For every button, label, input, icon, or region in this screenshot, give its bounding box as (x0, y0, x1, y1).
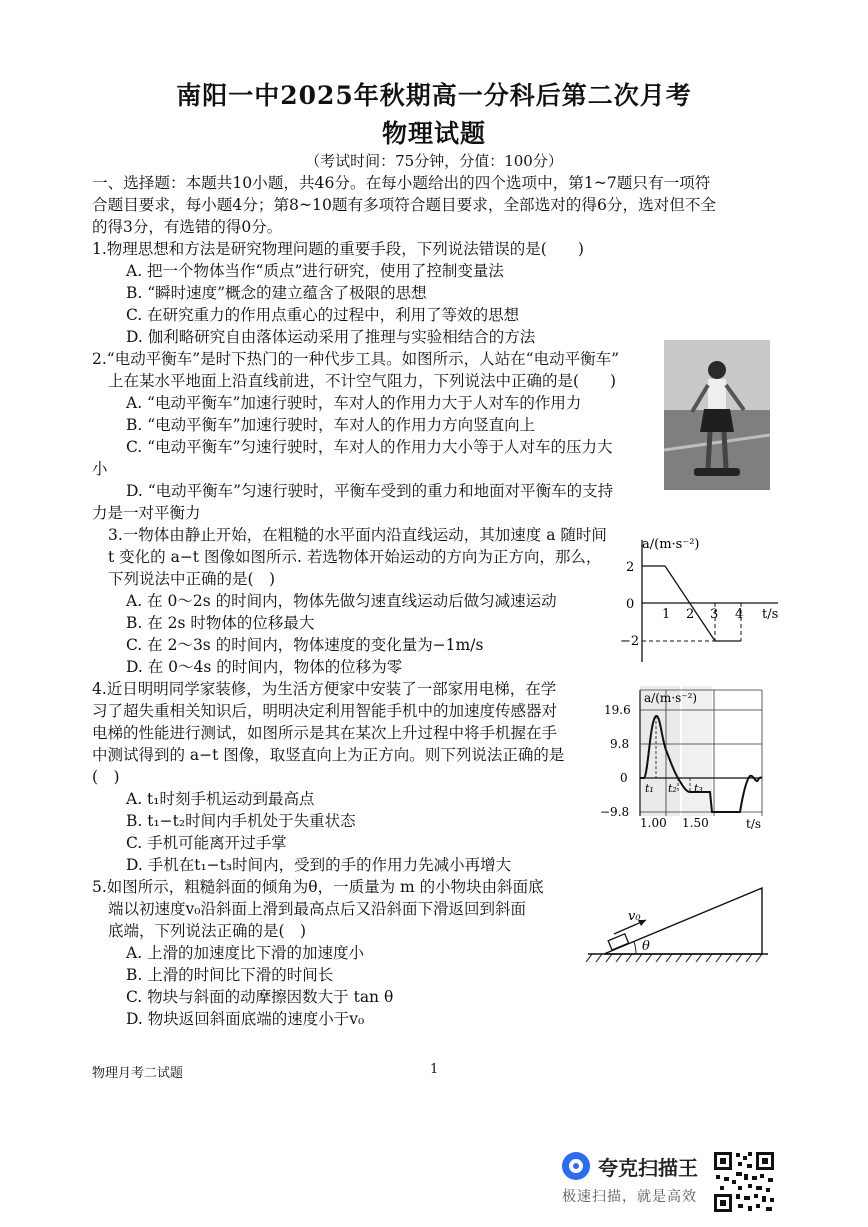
q5-option-b: B. 上滑的时间比下滑的时间长 (126, 966, 334, 984)
q4-mark-t1: t₁ (645, 782, 654, 795)
q5-option-c: C. 物块与斜面的动摩擦因数大于 tan θ (126, 988, 394, 1006)
q5-stem-1: 5.如图所示，粗糙斜面的倾角为θ，一质量为 m 的小物块由斜面底 (92, 878, 544, 896)
q4-stem-2: 习了超失重相关知识后，明明决定利用智能手机中的加速度传感器对 (92, 702, 558, 720)
q4-mark-t3: t₃ (694, 782, 703, 795)
q4-option-a: A. t₁时刻手机运动到最高点 (126, 790, 315, 808)
q2-stem-1: 2.“电动平衡车”是时下热门的一种代步工具。如图所示，人站在“电动平衡车” (92, 350, 619, 368)
q5-theta-label: θ (642, 939, 650, 954)
q5-option-a: A. 上滑的加速度比下滑的加速度小 (126, 944, 365, 962)
q2-option-c-cont: 小 (92, 460, 108, 478)
balance-scooter-photo (664, 340, 770, 490)
q4-stem-5: ( ) (92, 768, 120, 786)
q5-option-d: D. 物块返回斜面底端的速度小于v₀ (126, 1010, 365, 1028)
q4-ytick-neg9.8: −9.8 (600, 805, 630, 819)
q4-at-graph (600, 680, 772, 830)
q2-option-d: D. “电动平衡车”匀速行驶时，平衡车受到的重力和地面对平衡车的支持 (126, 482, 614, 500)
section-instruction-3: 的得3分，有选错的得0分。 (92, 218, 283, 236)
q4-ylabel: a/(m·s⁻²) (644, 691, 698, 705)
q4-xtick-1.00: 1.00 (640, 816, 667, 830)
footer-left: 物理月考二试题 (92, 1066, 184, 1081)
scanner-logo-icon (562, 1152, 590, 1180)
q4-mark-t2: t₂ (668, 782, 677, 795)
scanner-slogan: 极速扫描，就是高效 (562, 1189, 697, 1205)
section-instruction-2: 合题目要求，每小题4分；第8~10题有多项符合题目要求，全部选对的得6分，选对但不全 (92, 196, 717, 214)
q4-option-d: D. 手机在t₁−t₃时间内，受到的手的作用力先减小再增大 (126, 856, 512, 874)
q4-stem-4: 中测试得到的 a−t 图像，取竖直向上为正方向。则下列说法正确的是 (92, 746, 565, 764)
q5-incline-figure (584, 882, 774, 972)
q3-ytick-2: 2 (626, 560, 635, 575)
q4-xlabel: t/s (746, 817, 762, 830)
q5-stem-2: 端以初速度v₀沿斜面上滑到最高点后又沿斜面下滑返回到斜面 (108, 900, 526, 918)
q3-stem-1: 3.一物体由静止开始，在粗糙的水平面内沿直线运动，其加速度 a 随时间 (108, 526, 607, 544)
q3-xtick-1: 1 (662, 607, 671, 622)
q4-option-c: C. 手机可能离开过手掌 (126, 834, 287, 852)
q1-option-d: D. 伽利略研究自由落体运动采用了推理与实验相结合的方法 (126, 328, 536, 346)
q4-ytick-19.6: 19.6 (604, 703, 631, 717)
q3-option-d: D. 在 0～4s 的时间内，物体的位移为零 (126, 658, 403, 676)
q5-stem-3: 底端，下列说法正确的是( ) (108, 922, 307, 940)
q3-option-c: C. 在 2～3s 的时间内，物体速度的变化量为−1m/s (126, 636, 484, 654)
page-subtitle: 物理试题 (381, 119, 486, 148)
q4-ytick-0: 0 (620, 771, 628, 785)
q2-option-c: C. “电动平衡车”匀速行驶时，车对人的作用力大小等于人对车的压力大 (126, 438, 613, 456)
q3-ytick-neg2: −2 (620, 634, 640, 649)
q3-xtick-3: 3 (710, 607, 719, 622)
q2-option-b: B. “电动平衡车”加速行驶时，车对人的作用力方向竖直向上 (126, 416, 536, 434)
q3-option-b: B. 在 2s 时物体的位移最大 (126, 614, 315, 632)
q3-ytick-0: 0 (626, 597, 635, 612)
q4-stem-3: 电梯的性能进行测试，如图所示是其在某次上升过程中将手机握在手 (92, 724, 558, 742)
q4-option-b: B. t₁−t₂时间内手机处于失重状态 (126, 812, 356, 830)
q3-xtick-4: 4 (735, 607, 744, 622)
q2-option-a: A. “电动平衡车”加速行驶时，车对人的作用力大于人对车的作用力 (126, 394, 582, 412)
q4-stem-1: 4.近日明明同学家装修，为生活方便家中安装了一部家用电梯，在学 (92, 680, 557, 698)
q3-at-graph (618, 532, 788, 667)
q5-v0-label: v₀ (628, 909, 641, 924)
scanner-brand: 夸克扫描王 (598, 1156, 698, 1180)
q1-option-c: C. 在研究重力的作用点重心的过程中，利用了等效的思想 (126, 306, 520, 324)
q3-xtick-2: 2 (686, 607, 695, 622)
q3-stem-3: 下列说法中正确的是( ) (108, 570, 276, 588)
q4-xtick-1.50: 1.50 (682, 816, 709, 830)
qr-code-icon[interactable] (712, 1150, 776, 1214)
q3-option-a: A. 在 0～2s 的时间内，物体先做匀速直线运动后做匀减速运动 (126, 592, 557, 610)
q3-xlabel: t/s (762, 607, 779, 622)
page-title: 南阳一中2025年秋期高一分科后第二次月考 (176, 81, 692, 110)
q2-option-d-cont: 力是一对平衡力 (92, 504, 201, 522)
exam-info: （考试时间：75分钟，分值：100分） (305, 152, 563, 170)
section-instruction-1: 一、选择题：本题共10小题，共46分。在每小题给出的四个选项中，第1~7题只有一项符 (92, 174, 711, 192)
q1-stem: 1.物理思想和方法是研究物理问题的重要手段，下列说法错误的是( ) (92, 240, 584, 258)
q3-stem-2: t 变化的 a−t 图像如图所示. 若选物体开始运动的方向为正方向，那么， (108, 548, 602, 566)
q3-ylabel: a/(m·s⁻²) (642, 537, 700, 552)
page-number: 1 (430, 1062, 439, 1077)
q4-ytick-9.8: 9.8 (610, 737, 630, 751)
q2-stem-2: 上在某水平地面上沿直线前进，不计空气阻力，下列说法中正确的是( ) (108, 372, 617, 390)
q5-block (608, 934, 628, 950)
q1-option-b: B. “瞬时速度”概念的建立蕴含了极限的思想 (126, 284, 427, 302)
q1-option-a: A. 把一个物体当作“质点”进行研究，使用了控制变量法 (126, 262, 504, 280)
